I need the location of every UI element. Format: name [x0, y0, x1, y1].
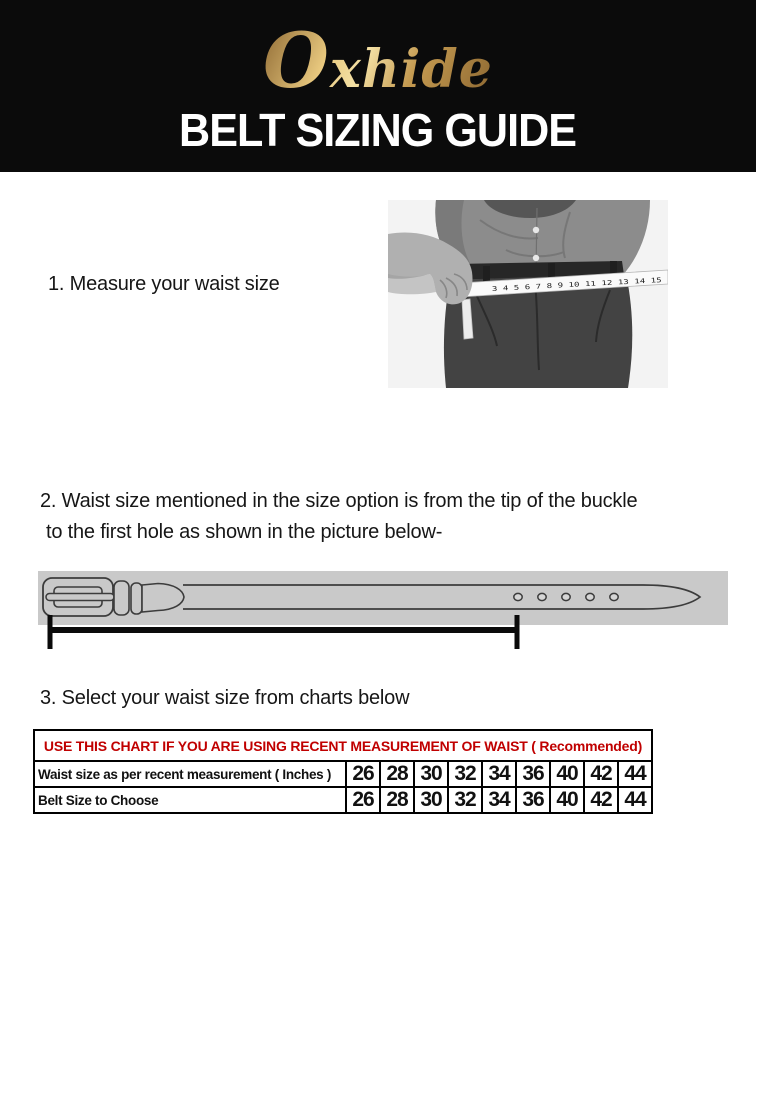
size-value-cell: 34: [482, 787, 516, 813]
belt-hole: [514, 593, 522, 600]
step-3-label: 3. Select your waist size from charts below: [40, 687, 410, 709]
belt-hole: [610, 593, 618, 600]
belt-loop: [548, 263, 555, 279]
belt-strap: [183, 585, 700, 609]
size-value-cell: 36: [516, 787, 550, 813]
size-value-cell: 30: [414, 761, 448, 787]
belt-diagram-illustration: [38, 571, 728, 653]
size-chart-row: [34, 787, 652, 813]
size-value-cell: 28: [380, 761, 414, 787]
page-title: BELT SIZING GUIDE: [179, 104, 577, 157]
size-chart-row-label: Waist size as per recent measurement ( Inches ): [34, 761, 346, 787]
shirt-button: [533, 227, 539, 233]
size-value-cell: 36: [516, 761, 550, 787]
size-chart-title-row: [34, 730, 652, 761]
size-chart-wrap: [33, 729, 653, 814]
size-value-cell: 26: [346, 761, 380, 787]
size-value-cell: 40: [550, 761, 584, 787]
belt-hole: [586, 593, 594, 600]
size-value-cell: 26: [346, 787, 380, 813]
waist-measure-photo: [388, 200, 668, 388]
size-value-cell: 30: [414, 787, 448, 813]
step-2-label: [40, 486, 760, 548]
size-value-cell: 42: [584, 787, 618, 813]
size-value-cell: 40: [550, 787, 584, 813]
belt-keeper: [131, 583, 142, 614]
size-chart-row: [34, 761, 652, 787]
header-banner: [0, 0, 756, 172]
size-value-cell: 42: [584, 761, 618, 787]
size-chart-title: USE THIS CHART IF YOU ARE USING RECENT MEASUREMENT OF WAIST ( Recommended): [34, 730, 652, 761]
size-chart-row-label: Belt Size to Choose: [34, 787, 346, 813]
belt-loop: [483, 266, 490, 282]
step-1-label: 1. Measure your waist size: [48, 273, 280, 295]
size-value-cell: 44: [618, 761, 652, 787]
waist-measure-illustration: [388, 200, 668, 388]
arm-shadow: [388, 274, 436, 294]
step-2-line-2: to the first hole as shown in the picture below-: [46, 521, 443, 543]
brand-logo: Oxhide: [263, 15, 493, 105]
belt-hole: [538, 593, 546, 600]
size-value-cell: 34: [482, 761, 516, 787]
size-value-cell: 32: [448, 761, 482, 787]
size-value-cell: 44: [618, 787, 652, 813]
size-chart-table: [33, 729, 653, 814]
size-value-cell: 32: [448, 787, 482, 813]
size-value-cell: 28: [380, 787, 414, 813]
tape-numbers: 3 4 5 6 7 8 9 10 11 12 13 14 15: [491, 278, 614, 293]
belt-measurement-diagram: [38, 571, 728, 653]
step-2-line-1: 2. Waist size mentioned in the size option is from the tip of the buckle: [40, 490, 638, 512]
belt-hole: [562, 593, 570, 600]
belt-keeper: [114, 581, 129, 615]
belt-prong: [46, 594, 114, 601]
shirt-button: [533, 255, 539, 261]
